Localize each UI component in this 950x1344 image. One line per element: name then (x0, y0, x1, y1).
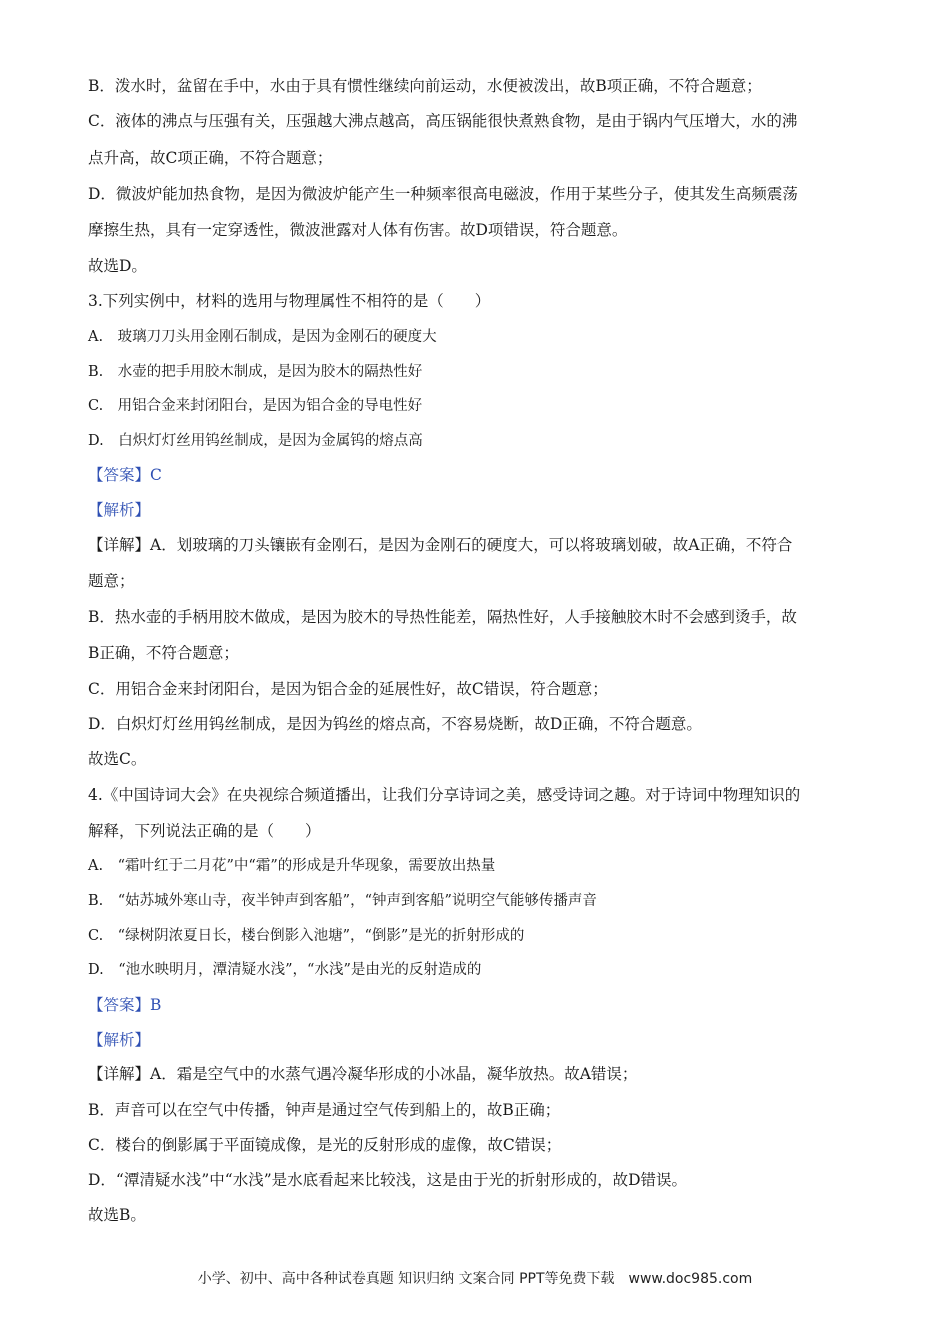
option-d: D. 白炽灯灯丝用钨丝制成，是因为金属钨的熔点高 (88, 433, 423, 449)
detail-line: 【详解】A．划玻璃的刀头镶嵌有金刚石，是因为金刚石的硬度大，可以将玻璃划破，故A正确，不符合 (88, 536, 793, 554)
question-stem: 4.《中国诗词大会》在央视综合频道播出，让我们分享诗词之美，感受诗词之趣。对于诗词中物理知识的 (88, 786, 801, 804)
detail-line: 【详解】A．霜是空气中的水蒸气遇冷凝华形成的小冰晶，凝华放热。故A错误； (88, 1065, 638, 1083)
text-line: B．声音可以在空气中传播，钟声是通过空气传到船上的，故B正确； (88, 1101, 561, 1119)
option-c: C. 用铝合金来封闭阳台，是因为铝合金的导电性好 (88, 398, 423, 414)
text-line: B正确，不符合题意； (88, 644, 239, 662)
page-footer: 小学、初中、高中各种试卷真题 知识归纳 文案合同 PPT等免费下载 www.doc985.com (197, 1271, 753, 1287)
answer-tag: 【答案】B (88, 996, 162, 1014)
option-a: A. 玻璃刀刀头用金刚石制成，是因为金刚石的硬度大 (88, 329, 437, 345)
question-stem: 3.下列实例中，材料的选用与物理属性不相符的是（ ） (88, 292, 491, 310)
answer-line (88, 465, 162, 485)
text-line: C．楼台的倒影属于平面镜成像，是光的反射形成的虚像，故C错误； (88, 1136, 562, 1154)
text-line: C．液体的沸点与压强有关，压强越大沸点越高，高压锅能很快煮熟食物，是由于锅内气压增大，水的沸 (88, 112, 798, 130)
text-line: C．用铝合金来封闭阳台，是因为铝合金的延展性好，故C错误，符合题意； (88, 680, 608, 698)
text-line: 摩擦生热，具有一定穿透性，微波泄露对人体有伤害。故D项错误，符合题意。 (88, 221, 628, 239)
option-c: C. “绿树阴浓夏日长，楼台倒影入池塘”，“倒影”是光的折射形成的 (88, 928, 525, 944)
answer-tag: 【答案】C (88, 466, 162, 484)
option-d: D. “池水映明月，潭清疑水浅”，“水浅”是由光的反射造成的 (88, 962, 482, 978)
text-line: D．微波炉能加热食物，是因为微波炉能产生一种频率很高电磁波，作用于某些分子，使其发生高频震荡 (88, 185, 798, 203)
text-line: D．白炽灯灯丝用钨丝制成，是因为钨丝的熔点高，不容易烧断，故D正确，不符合题意。 (88, 715, 702, 733)
text-line: 故选D。 (88, 257, 147, 275)
text-line: B．泼水时，盆留在手中，水由于具有惯性继续向前运动，水便被泼出，故B项正确，不符合题意； (88, 77, 762, 95)
analysis-tag: 【解析】 (88, 1031, 151, 1049)
text-line: 解释，下列说法正确的是（ ） (88, 822, 321, 840)
text-line: 故选B。 (88, 1206, 146, 1224)
text-line: 题意； (88, 572, 135, 590)
text-line: B．热水壶的手柄用胶木做成，是因为胶木的导热性能差，隔热性好，人手接触胶木时不会感到烫手，故 (88, 608, 797, 626)
option-b: B. 水壶的把手用胶木制成，是因为胶木的隔热性好 (88, 364, 423, 380)
text-line: 点升高，故C项正确，不符合题意； (88, 149, 333, 167)
text-line: D．“潭清疑水浅”中“水浅”是水底看起来比较浅，这是由于光的折射形成的，故D错误。 (88, 1171, 688, 1189)
analysis-tag: 【解析】 (88, 501, 151, 519)
option-a: A. “霜叶红于二月花”中“霜”的形成是升华现象，需要放出热量 (88, 858, 496, 874)
text-line: 故选C。 (88, 750, 147, 768)
option-b: B. “姑苏城外寒山寺，夜半钟声到客船”，“钟声到客船”说明空气能够传播声音 (88, 893, 597, 909)
answer-line (88, 995, 161, 1015)
